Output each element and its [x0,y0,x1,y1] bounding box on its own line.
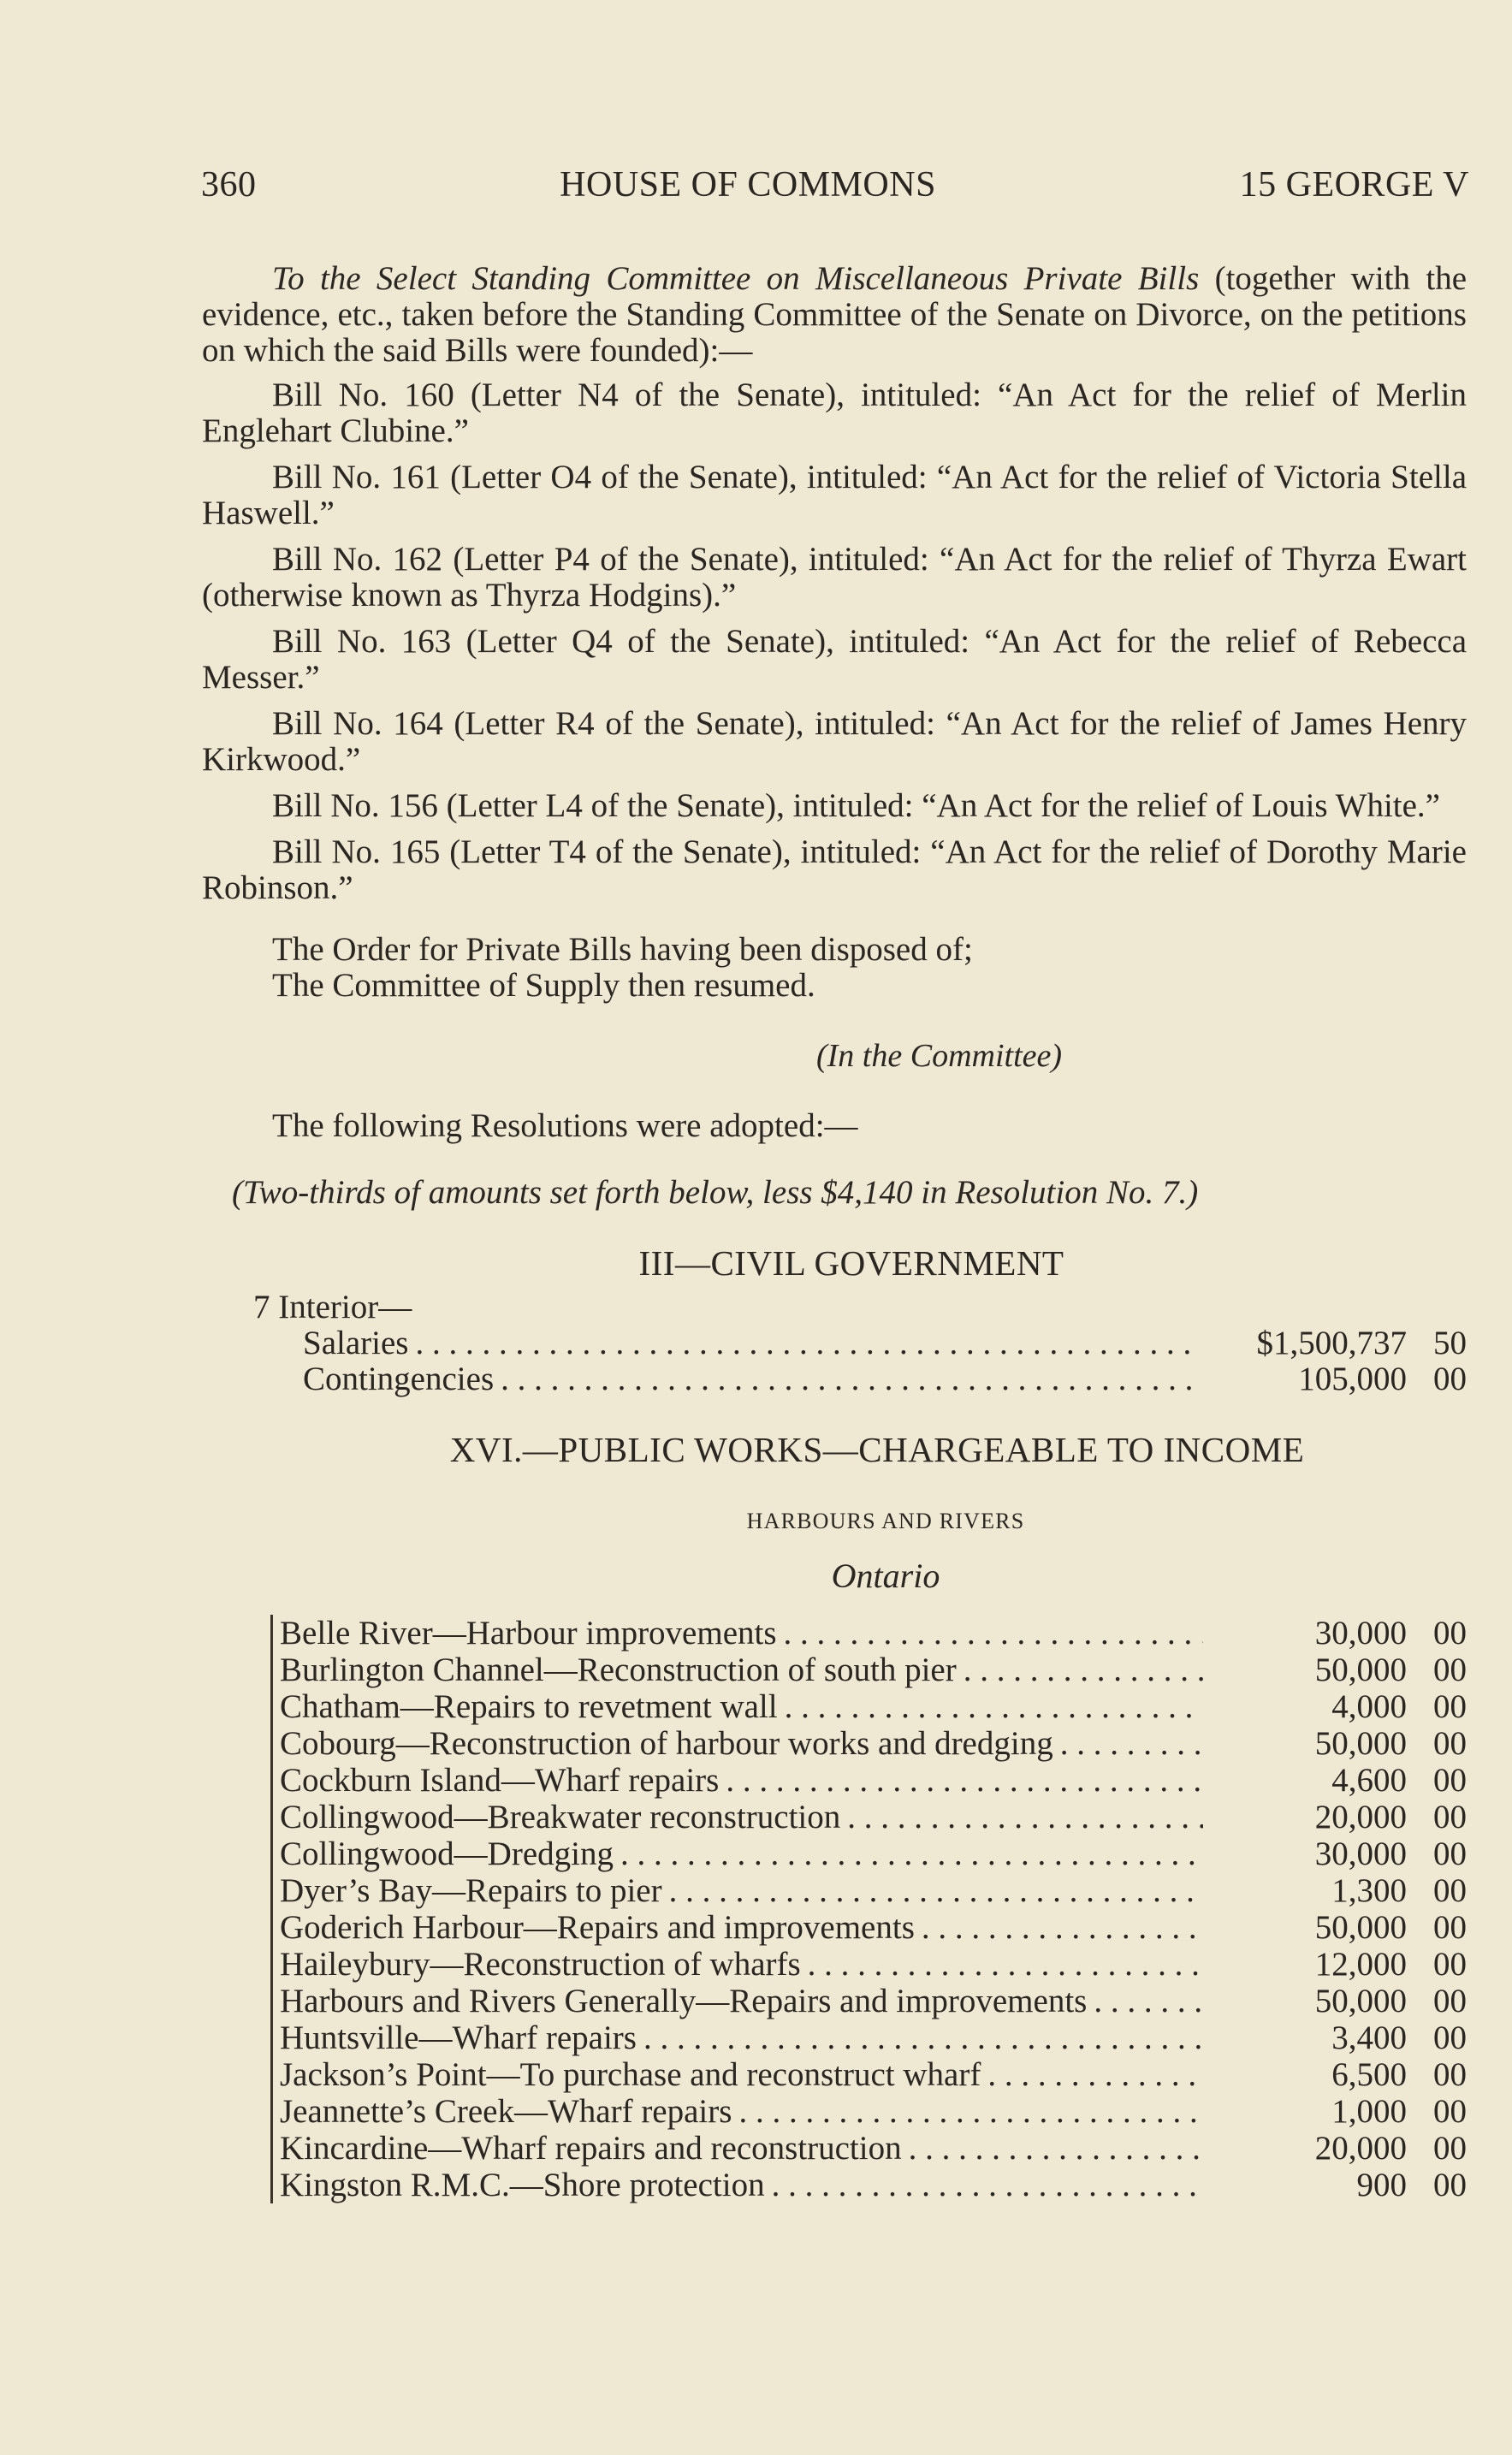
row-label: Jeannette’s Creek—Wharf repairs [280,2093,732,2130]
table-row [202,1325,1467,1361]
row-amount: 3,400 [1331,2019,1407,2056]
row-amount: 900 [1356,2167,1407,2203]
order-line-1: The Order for Private Bills having been disposed of; [272,931,973,968]
leader-dots [784,1615,1203,1651]
order-line-2: The Committee of Supply then resumed. [272,967,815,1004]
row-cents: 00 [1433,2019,1467,2056]
page-header [201,164,1469,205]
row-amount: 50,000 [1314,1983,1407,2019]
row-amount: 50,000 [1314,1909,1407,1946]
row-label: Kingston R.M.C.—Shore protection [280,2167,765,2203]
bill-list [202,377,1467,906]
row-label: Chatham—Repairs to revetment wall [280,1688,778,1725]
table-row [280,1946,1467,1983]
leader-dots [726,1762,1203,1799]
row-amount: 105,000 [1298,1361,1407,1397]
row-label: Cobourg—Reconstruction of harbour works and dredging [280,1725,1053,1762]
table-row [280,1872,1467,1909]
public-works-heading: XVI.—PUBLIC WORKS—CHARGEABLE TO INCOME [449,1430,1305,1469]
row-cents: 00 [1433,1762,1467,1799]
intro-paragraph [202,261,1467,369]
row-cents: 00 [1433,1835,1467,1872]
table-row [280,2019,1467,2056]
civil-government-table [202,1325,1467,1397]
order-paragraph [202,932,1467,1004]
resolutions-line: The following Resolutions were adopted:— [272,1107,858,1144]
row-cents: 00 [1433,2056,1467,2093]
row-label: Kincardine—Wharf repairs and reconstruction [280,2130,902,2167]
leader-dots [415,1325,1195,1361]
table-row [280,1762,1467,1799]
civil-government-heading: III—CIVIL GOVERNMENT [638,1243,1064,1283]
row-cents: 00 [1433,1872,1467,1909]
leader-dots [922,1909,1203,1946]
row-amount: 4,600 [1331,1762,1407,1799]
table-row [280,1799,1467,1835]
leader-dots [1094,1983,1203,2019]
bill-entry: Bill No. 162 (Letter P4 of the Senate), intituled: “An Act for the relief of Thyrza Ewart (otherwise known as Thyrza Hodgins).” [202,541,1467,614]
row-cents: 00 [1433,1651,1467,1688]
row-label: Cockburn Island—Wharf repairs [280,1762,720,1799]
two-thirds-note: (Two-thirds of amounts set forth below, less $4,140 in Resolution No. 7.) [232,1174,1199,1211]
table-row [280,1651,1467,1688]
row-amount: 12,000 [1314,1946,1407,1983]
row-cents: 00 [1433,1946,1467,1983]
row-label: Belle River—Harbour improvements [280,1615,777,1651]
bill-entry: Bill No. 160 (Letter N4 of the Senate), intituled: “An Act for the relief of Merlin Englehart Clubine.” [202,377,1467,449]
leader-dots [772,2167,1203,2203]
row-label: Haileybury—Reconstruction of wharfs [280,1946,801,1983]
row-label: Collingwood—Dredging [280,1835,614,1872]
bill-entry: Bill No. 163 (Letter Q4 of the Senate), intituled: “An Act for the relief of Rebecca Messer.” [202,623,1467,696]
province-heading: Ontario [831,1557,940,1595]
bill-entry: Bill No. 156 (Letter L4 of the Senate), intituled: “An Act for the relief of Louis White.” [272,787,1440,824]
public-works-table [270,1615,1467,2203]
row-amount: 30,000 [1314,1835,1407,1872]
row-amount: $1,500,737 [1256,1325,1407,1361]
intro-rest: (together with the evidence, etc., taken before the Standing Committee of the Senate on Divorce, on the petitions on which the said Bills were founded):— [202,260,1467,369]
leader-dots [669,1872,1203,1909]
row-label: Huntsville—Wharf repairs [280,2019,637,2056]
row-cents: 00 [1433,1615,1467,1651]
table-row [280,1835,1467,1872]
row-label: Dyer’s Bay—Repairs to pier [280,1872,662,1909]
row-cents: 00 [1433,2167,1467,2203]
row-label: Goderich Harbour—Repairs and improvements [280,1909,915,1946]
leader-dots [643,2019,1203,2056]
leader-dots [808,1946,1203,1983]
leader-dots [620,1835,1203,1872]
row-cents: 00 [1433,1909,1467,1946]
row-cents: 00 [1433,2130,1467,2167]
leader-dots [964,1651,1203,1688]
regnal-year: 15 GEORGE V [1239,165,1469,205]
in-committee-heading: (In the Committee) [815,1038,1063,1074]
table-row [280,2056,1467,2093]
table-row [280,1983,1467,2019]
table-row [280,2093,1467,2130]
table-row [280,1615,1467,1651]
row-label: Harbours and Rivers Generally—Repairs and improvements [280,1983,1088,2019]
interior-item: 7 Interior— [253,1289,412,1325]
row-amount: 20,000 [1314,1799,1407,1835]
leader-dots [785,1688,1203,1725]
page-body [202,261,1467,2203]
page-number: 360 [201,165,257,205]
row-cents: 00 [1433,1983,1467,2019]
table-row [202,1361,1467,1397]
leader-dots [909,2130,1203,2167]
row-cents: 00 [1433,1361,1467,1397]
leader-dots [1060,1725,1203,1762]
row-amount: 6,500 [1331,2056,1407,2093]
row-amount: 30,000 [1314,1615,1407,1651]
row-cents: 00 [1433,1725,1467,1762]
table-row [280,2130,1467,2167]
bill-entry: Bill No. 165 (Letter T4 of the Senate), intituled: “An Act for the relief of Dorothy Marie Robinson.” [202,833,1467,906]
row-amount: 1,000 [1331,2093,1407,2130]
bill-entry: Bill No. 161 (Letter O4 of the Senate), intituled: “An Act for the relief of Victoria Stella Haswell.” [202,459,1467,531]
row-cents: 00 [1433,1799,1467,1835]
table-row [280,1725,1467,1762]
row-cents: 00 [1433,1688,1467,1725]
leader-dots [738,2093,1203,2130]
running-title: HOUSE OF COMMONS [560,165,936,205]
row-label: Jackson’s Point—To purchase and reconstruct wharf [280,2056,981,2093]
table-row [280,2167,1467,2203]
row-amount: 4,000 [1331,1688,1407,1725]
committee-name: To the Select Standing Committee on Miscellaneous Private Bills [272,260,1200,297]
row-amount: 1,300 [1331,1872,1407,1909]
leader-dots [501,1361,1195,1397]
row-cents: 50 [1433,1325,1467,1361]
row-label: Burlington Channel—Reconstruction of south pier [280,1651,957,1688]
row-label: Salaries [303,1325,409,1361]
row-label: Collingwood—Breakwater reconstruction [280,1799,841,1835]
row-cents: 00 [1433,2093,1467,2130]
leader-dots [847,1799,1203,1835]
harbours-subheading: HARBOURS AND RIVERS [746,1509,1025,1533]
row-amount: 50,000 [1314,1651,1407,1688]
leader-dots [987,2056,1203,2093]
row-label: Contingencies [303,1361,495,1397]
table-row [280,1909,1467,1946]
table-row [280,1688,1467,1725]
row-amount: 20,000 [1314,2130,1407,2167]
row-amount: 50,000 [1314,1725,1407,1762]
bill-entry: Bill No. 164 (Letter R4 of the Senate), intituled: “An Act for the relief of James Henry Kirkwood.” [202,705,1467,778]
